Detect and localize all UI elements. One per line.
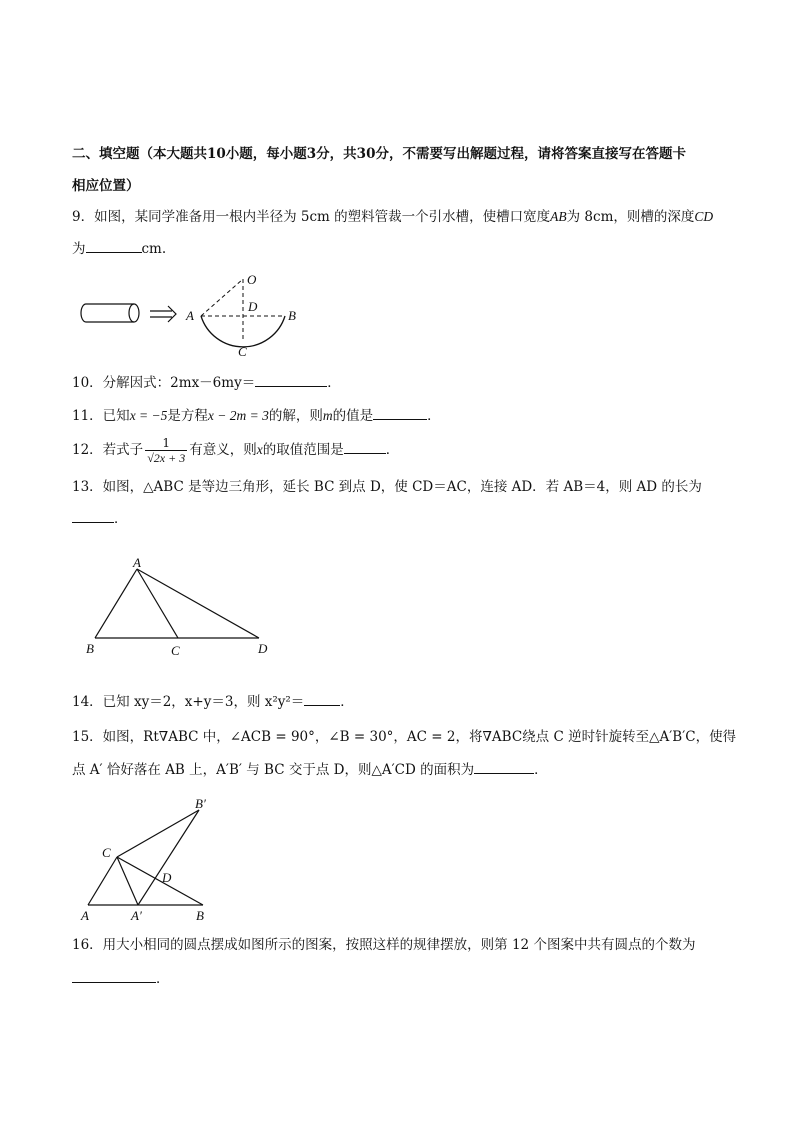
q16-line1: 16．用大小相同的圆点摆成如图所示的图案，按照这样的规律摆放，则第 12 个图案中共有圆点的个数为 [72, 937, 696, 953]
q14-text: 14．已知 xy＝2，x+y＝3，则 x²y²＝ [72, 694, 305, 710]
q11-expr1: x = −5 [129, 408, 168, 423]
q13-end: ． [114, 511, 128, 527]
q11-text-c: 的解，则 [268, 408, 323, 424]
q9-text-c: 为 [72, 241, 86, 257]
q15-label-a-prime: A′ [131, 908, 142, 923]
q15-side-cb-prime [117, 810, 199, 857]
q11-end: ． [427, 408, 441, 424]
q15-label-d: D [162, 870, 172, 885]
q15-end: ． [534, 762, 548, 778]
q15-label-b-prime: B′ [195, 796, 206, 811]
q15-text: 点 A′ 恰好落在 AB 上，A′B′ 与 BC 交于点 D，则△A′CD 的面积为 [72, 762, 475, 778]
q15-side-ca-prime [117, 857, 138, 905]
q13-line1: 13．如图，△ABC 是等边三角形，延长 BC 到点 D，使 CD＝AC，连接 AD．若 AB＝4，则 AD 的长为 [72, 479, 702, 495]
q9-text-a: 9．如图，某同学准备用一根内半径为 5cm 的塑料管裁一个引水槽，使槽口宽度 [72, 209, 551, 225]
q15-label-c: C [102, 845, 111, 860]
q15-label-a: A [81, 908, 89, 923]
q16-answer-blank[interactable] [72, 968, 156, 983]
q16-line2 [72, 968, 170, 989]
q15-label-b: B [196, 908, 204, 923]
q11-text-d: 的值是 [332, 408, 374, 424]
q12-frac-den: √2x + 3 [147, 451, 186, 465]
q10-end: ． [327, 375, 341, 391]
q15-side-ac [88, 857, 117, 905]
q13-label-a: A [133, 555, 141, 570]
q11-text-a: 11．已知 [72, 408, 130, 424]
q12-text-a: 12．若式子 [72, 442, 144, 458]
q16-end: ． [156, 971, 170, 987]
q9-label-b: B [288, 308, 296, 323]
q12-end: ． [385, 442, 400, 458]
q9-label-d: D [248, 299, 258, 314]
q12-text-b: 有意义，则 [189, 442, 257, 458]
q13-label-d: D [258, 641, 268, 656]
q14-end: ． [340, 694, 354, 710]
q9-label-o: O [247, 272, 257, 287]
q13-label-c: C [171, 643, 180, 658]
q12-frac-num: 1 [162, 436, 171, 450]
q12-var-x: x [256, 442, 263, 457]
section-heading-line2: 相应位置） [72, 178, 140, 194]
q9-var-ab: AB [550, 209, 567, 224]
section-heading-line1: 二、填空题（本大题共10小题，每小题3分，共30分，不需要写出解题过程，请将答案直接写在答题卡 [72, 146, 686, 162]
q15-side-cb [117, 857, 203, 905]
q9-label-a: A [186, 308, 194, 323]
q13-label-b: B [86, 641, 94, 656]
q11-var-m: m [322, 408, 333, 423]
q9-label-c: C [238, 344, 247, 359]
q9-var-cd: CD [694, 209, 714, 224]
q11-text-b: 是方程 [167, 408, 208, 424]
q11-expr2: x − 2m = 3 [207, 408, 269, 423]
q15-side-a-prime-b-prime [138, 810, 199, 905]
q12-text-c: 的取值范围是 [262, 442, 344, 458]
q9-text-b: 为 8cm，则槽的深度 [566, 209, 695, 225]
q15-line1: 15．如图，Rt∇ABC 中，∠ACB = 90°，∠B = 30°，AC = 2，将∇ABC绕点 C 逆时针旋转至△A′B′C，使得 [72, 729, 737, 745]
q10-text: 10．分解因式：2mx－6my＝ [72, 375, 256, 391]
q9-unit: cm. [141, 241, 167, 257]
